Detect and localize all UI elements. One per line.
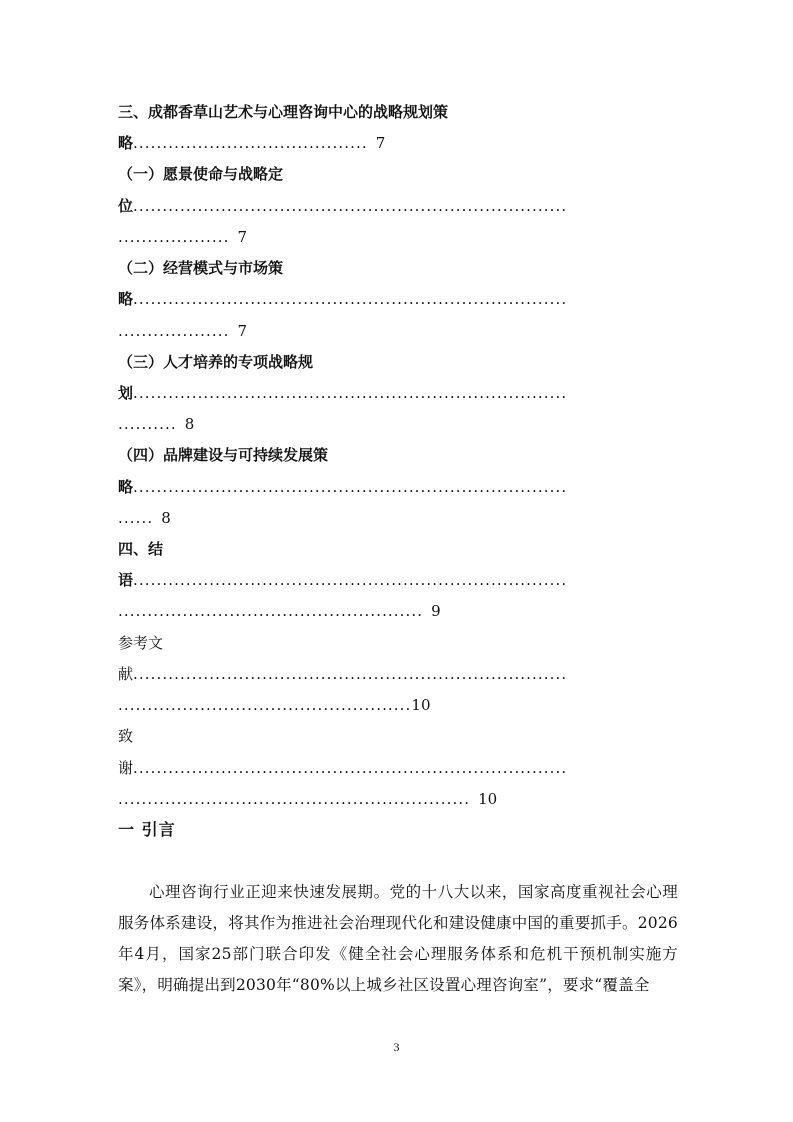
toc-dot-leader: ..........................................................................	[133, 384, 568, 402]
toc-entry-leader-continued	[118, 599, 680, 623]
section-heading: 一 引言	[118, 820, 176, 839]
toc-entry-lead-char: 献	[118, 665, 134, 683]
toc-entry-leader-continued	[118, 225, 680, 249]
toc-dot-leader: ..........................................................................	[133, 478, 568, 496]
toc-entry-leader	[118, 756, 680, 780]
toc-entry-title: 致	[118, 727, 134, 745]
toc-dot-leader: ....................................................	[118, 602, 424, 620]
toc-dot-leader: ......	[118, 509, 154, 527]
toc-page-number: 7	[237, 228, 248, 246]
toc-entry-lead-char: 位	[118, 197, 134, 215]
toc-dot-leader: ..........	[118, 415, 177, 433]
toc-page-number: 8	[184, 415, 195, 433]
toc-entry-leader	[118, 568, 680, 592]
intro-paragraph	[118, 877, 678, 1001]
toc-entry-leader	[118, 194, 680, 218]
toc-entry-lead-char: 略	[118, 290, 134, 308]
toc-entry-title: （三）人才培养的专项战略规	[118, 353, 314, 371]
toc-dot-leader: ..................................................	[118, 696, 412, 714]
toc-entry-leader-continued	[118, 412, 680, 436]
toc-page-number: 8	[161, 509, 171, 527]
toc-entry-leader	[118, 662, 680, 686]
toc-dot-leader: ..........................................................................	[133, 759, 568, 777]
toc-dot-leader: ...................	[118, 228, 230, 246]
toc-entry-lead-char: 划	[118, 384, 134, 402]
toc-entry-lead-char: 语	[118, 571, 134, 589]
toc-dot-leader: ..........................................................................	[133, 290, 568, 308]
toc-entry-lead-char: 略	[118, 134, 134, 152]
toc-page-number: 9	[431, 602, 441, 620]
toc-entry-lead-char: 谢	[118, 759, 134, 777]
toc-entry-title: （一）愿景使命与战略定	[118, 165, 284, 183]
toc-entry-title: 四、结	[118, 540, 164, 558]
toc-entry-title: 三、成都香草山艺术与心理咨询中心的战略规划策	[118, 103, 449, 121]
paragraph-text: 心理咨询行业正迎来快速发展期。党的十八大以来，国家高度重视社会心理服务体系建设，将其作为推进社会治理现代化和建设健康中国的重要抓手。2026年4月，国家25部门联合印发《健全社会心理服务体系和危机干预机制实施方案》，明确提出到2030年“80%以上城乡社区设置心理咨询室”，要求“覆盖全	[118, 883, 678, 994]
toc-page-number: 10	[411, 696, 431, 714]
toc-entry-lead-char: 略	[118, 478, 134, 496]
toc-entry-title: （二）经营模式与市场策	[118, 259, 284, 277]
toc-page-number: 10	[478, 790, 498, 808]
toc-entry-leader	[118, 131, 680, 155]
toc-dot-leader: ........................................	[133, 134, 368, 152]
toc-entry-leader-continued	[118, 693, 680, 717]
toc-entry-leader	[118, 287, 680, 311]
toc-entry-leader-continued	[118, 319, 680, 343]
toc-dot-leader: ..........................................................................	[133, 571, 568, 589]
toc-dot-leader: ............................................................	[118, 790, 471, 808]
toc-entry-leader-continued	[118, 787, 680, 811]
toc-dot-leader: ...................	[118, 322, 230, 340]
toc-entry-title: 参考文	[118, 634, 164, 652]
toc-dot-leader: ..........................................................................	[133, 197, 568, 215]
toc-entry-leader-continued	[118, 506, 680, 530]
toc-dot-leader: ..........................................................................	[133, 665, 568, 683]
page-number: 3	[393, 1040, 400, 1054]
toc-page-number: 7	[237, 322, 248, 340]
toc-page-number: 7	[375, 134, 386, 152]
toc-entry-leader	[118, 475, 680, 499]
toc-entry-leader	[118, 381, 680, 405]
toc-entry-title: （四）品牌建设与可持续发展策	[118, 446, 329, 464]
